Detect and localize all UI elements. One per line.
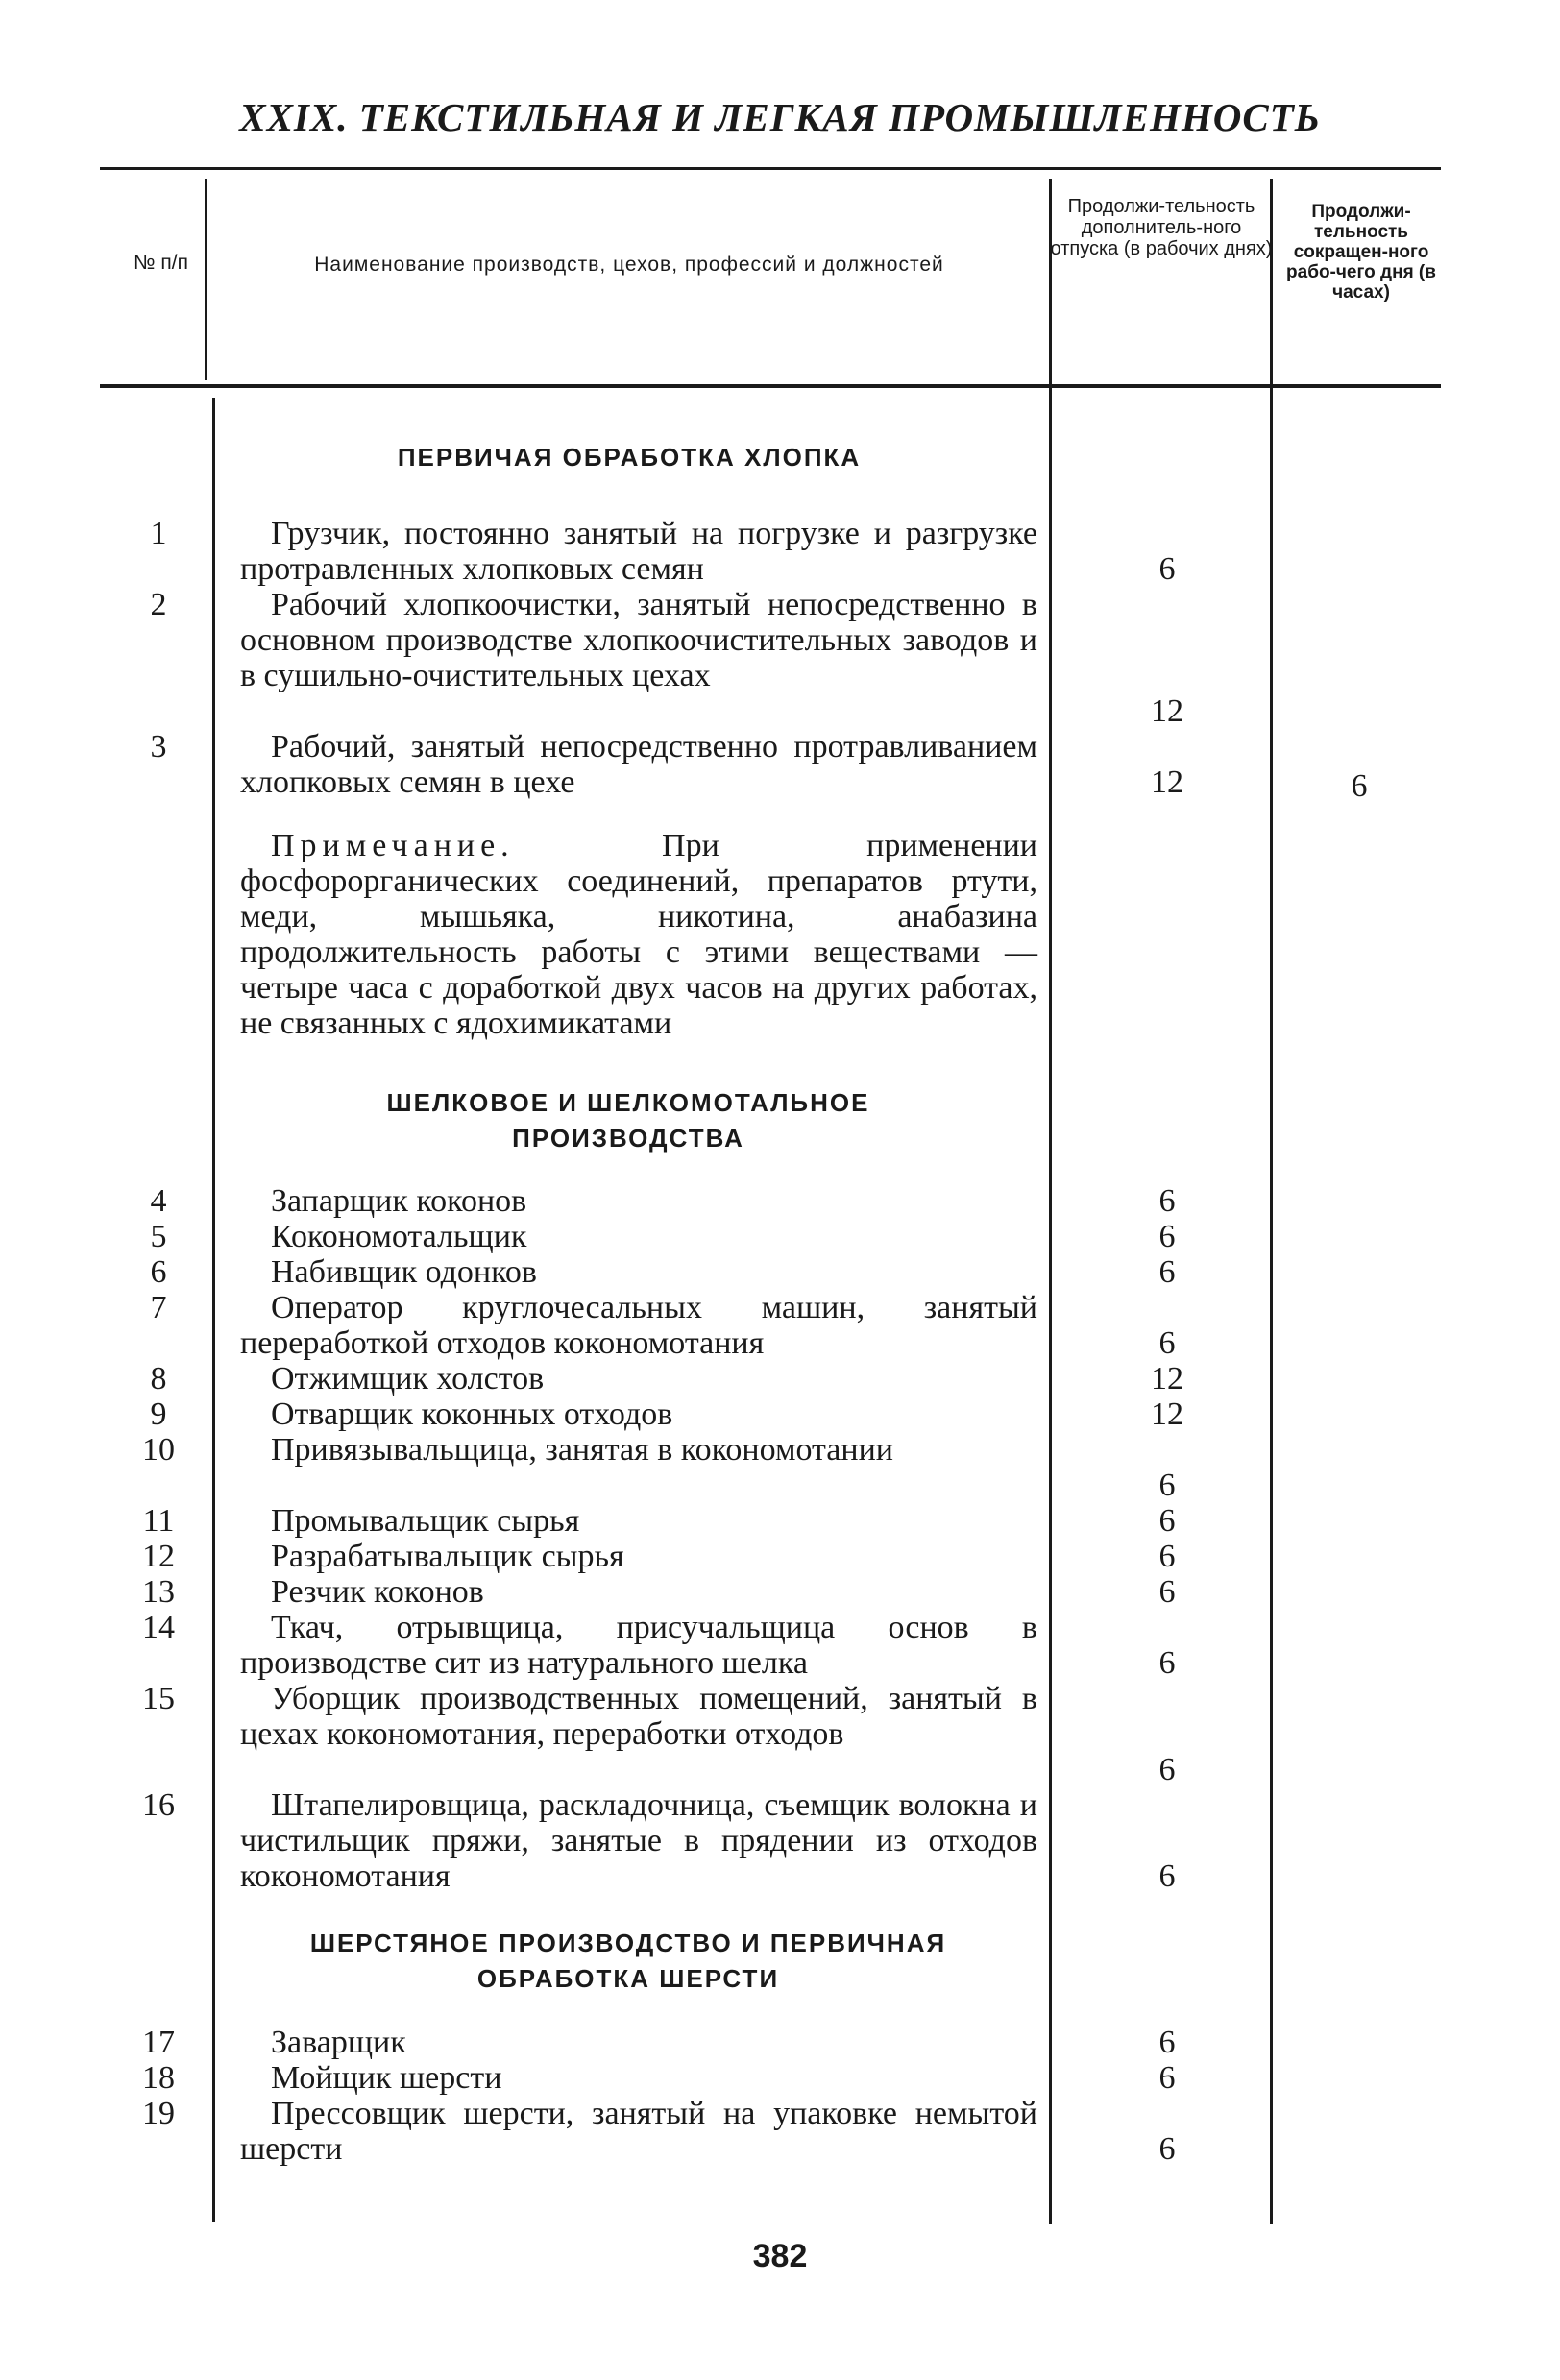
header-vacation: Продолжи-тельность дополнитель-ного отпуска (в рабочих днях) — [1050, 196, 1273, 259]
row-number: 18 — [142, 2060, 175, 2096]
row-vacation: 6 — [1158, 1468, 1176, 1503]
row-vacation: 12 — [1151, 1396, 1183, 1432]
row-number: 2 — [150, 587, 167, 622]
row-number: 12 — [142, 1539, 175, 1574]
row-description: Уборщик производственных помещений, занятый в цехах кокономотания, переработки отходов — [240, 1681, 1037, 1752]
row-description: Кокономотальщик — [271, 1219, 527, 1254]
row-vacation: 6 — [1158, 1858, 1176, 1894]
row-description: Набивщик одонков — [271, 1254, 537, 1290]
row-number: 3 — [150, 729, 167, 765]
row-number: 8 — [150, 1361, 167, 1396]
row-vacation: 6 — [1158, 551, 1176, 587]
row-description: Рабочий, занятый непосредственно протравливанием хлопковых семян в цехе — [240, 729, 1037, 800]
row-number: 16 — [142, 1787, 175, 1823]
row-number: 11 — [142, 1503, 175, 1539]
row-description: Промывальщик сырья — [271, 1503, 580, 1539]
row-vacation: 12 — [1151, 1361, 1183, 1396]
row-number: 15 — [142, 1681, 175, 1716]
note — [240, 828, 1037, 1041]
row-vacation: 6 — [1158, 1645, 1176, 1681]
row-number: 17 — [142, 2025, 175, 2060]
row-number: 9 — [150, 1396, 167, 1432]
row-vacation: 6 — [1158, 1503, 1176, 1539]
row-description: Оператор круглочесальных машин, занятый переработкой отходов кокономотания — [240, 1290, 1037, 1361]
page-number: 382 — [752, 2238, 808, 2274]
table-top-rule — [100, 167, 1441, 170]
row-vacation: 6 — [1158, 1752, 1176, 1787]
row-vacation: 12 — [1151, 765, 1183, 800]
row-description: Запарщик коконов — [271, 1183, 527, 1219]
header-name: Наименование производств, цехов, профессий и должностей — [314, 254, 944, 276]
row-vacation: 6 — [1158, 1574, 1176, 1610]
row-vacation: 12 — [1151, 693, 1183, 729]
row-number: 19 — [142, 2096, 175, 2131]
row-description: Резчик коконов — [271, 1574, 484, 1610]
row-vacation: 6 — [1158, 1539, 1176, 1574]
row-description: Разрабатывальщик сырья — [271, 1539, 624, 1574]
row-number: 4 — [150, 1183, 167, 1219]
row-description: Заварщик — [271, 2025, 406, 2060]
row-description: Привязывальщица, занятая в кокономотании — [271, 1432, 893, 1468]
row-description: Штапелировщица, раскладочница, съемщик волокна и чистильщик пряжи, занятые в прядении из отходов кокономотания — [240, 1787, 1037, 1894]
row-vacation: 6 — [1158, 2060, 1176, 2096]
row-description: Отжимщик холстов — [271, 1361, 545, 1396]
row-vacation: 6 — [1158, 2025, 1176, 2060]
row-vacation: 6 — [1158, 1325, 1176, 1361]
row-number: 6 — [150, 1254, 167, 1290]
row-number: 5 — [150, 1219, 167, 1254]
row-number: 13 — [142, 1574, 175, 1610]
column-divider-2 — [1049, 179, 1052, 2224]
section-title: ШЕРСТЯНОЕ ПРОИЗВОДСТВО И ПЕРВИЧНАЯ ОБРАБОТКА ШЕРСТИ — [309, 1929, 947, 1993]
section-title: ПЕРВИЧАЯ ОБРАБОТКА ХЛОПКА — [397, 443, 862, 472]
row-number: 7 — [150, 1290, 167, 1325]
note-text: При применении фосфорорганических соединений, препаратов ртути, меди, мышьяка, никотина, анабазина продолжительность работы с этими веществами — четыре часа с доработкой двух часов на других работах, не связанных с ядохимикатами — [240, 828, 1037, 1041]
row-number: 14 — [142, 1610, 175, 1645]
row-description: Отварщик коконных отходов — [271, 1396, 673, 1432]
row-description: Ткач, отрывщица, присучальщица основ в производстве сит из натурального шелка — [240, 1610, 1037, 1681]
row-vacation: 6 — [1158, 1183, 1176, 1219]
row-description: Прессовщик шерсти, занятый на упаковке немытой шерсти — [240, 2096, 1037, 2167]
row-vacation: 6 — [1158, 2131, 1176, 2167]
note-label: Примечание. — [271, 828, 515, 863]
page-title: XXIX. ТЕКСТИЛЬНАЯ И ЛЕГКАЯ ПРОМЫШЛЕННОСТЬ — [239, 95, 1321, 139]
row-description: Мойщик шерсти — [271, 2060, 502, 2096]
row-description: Грузчик, постоянно занятый на погрузке и разгрузке протравленных хлопковых семян — [240, 516, 1037, 587]
table-header-rule — [100, 384, 1441, 388]
row-vacation: 6 — [1158, 1219, 1176, 1254]
row-hours: 6 — [1351, 768, 1368, 804]
column-divider-1-body — [212, 398, 215, 2222]
row-number: 1 — [150, 516, 167, 551]
row-number: 10 — [142, 1432, 175, 1468]
column-divider-1 — [205, 179, 207, 380]
row-description: Рабочий хлопкоочистки, занятый непосредственно в основном производстве хлопкоочистительных заводов и в сушильно-очистительных цехах — [240, 587, 1037, 693]
header-hours: Продолжи-тельность сокращен-ного рабо-чего дня (в часах) — [1286, 202, 1436, 303]
section-title: ШЕЛКОВОЕ И ШЕЛКОМОТАЛЬНОЕ ПРОИЗВОДСТВА — [386, 1088, 870, 1153]
header-number: № п/п — [134, 252, 188, 274]
row-vacation: 6 — [1158, 1254, 1176, 1290]
